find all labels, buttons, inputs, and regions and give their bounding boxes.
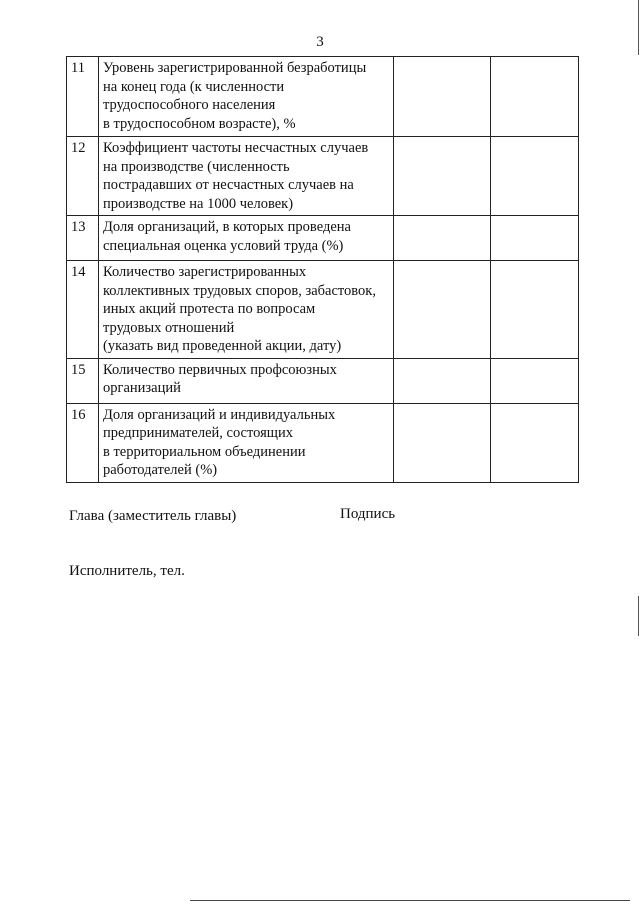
value-cell[interactable] [491, 358, 579, 403]
scan-edge-mark [638, 0, 640, 55]
label-line: производстве на 1000 человек) [103, 195, 294, 212]
row-label [99, 216, 394, 261]
row-number: 15 [67, 358, 99, 403]
label-line: работодателей (%) [103, 462, 218, 478]
label-line: организаций [103, 380, 181, 396]
value-cell[interactable] [394, 261, 491, 359]
table-row [67, 403, 579, 482]
label-line: в территориальном объединении [103, 443, 306, 460]
label-line: Доля организаций, в которых проведена [103, 219, 351, 235]
row-number: 13 [67, 216, 99, 261]
report-table [66, 56, 579, 483]
row-number: 12 [67, 137, 99, 216]
table-row [67, 137, 579, 216]
table-row [67, 216, 579, 261]
table-row [67, 57, 579, 137]
value-cell[interactable] [491, 57, 579, 137]
label-line: на производстве (численность [103, 158, 290, 175]
table-row [67, 261, 579, 359]
value-cell[interactable] [394, 137, 491, 216]
row-label [99, 358, 394, 403]
label-line: Доля организаций и индивидуальных [103, 406, 336, 423]
label-line: Количество зарегистрированных [103, 264, 307, 280]
scan-edge-mark [190, 900, 630, 902]
label-line: трудоспособного населения [103, 97, 276, 113]
value-cell[interactable] [491, 137, 579, 216]
label-line: Коэффициент частоты несчастных случаев [103, 140, 369, 156]
value-cell[interactable] [394, 403, 491, 482]
label-line: в трудоспособном возрасте), % [103, 115, 296, 132]
value-cell[interactable] [491, 403, 579, 482]
value-cell[interactable] [394, 358, 491, 403]
label-line: коллективных трудовых споров, забастовок, [103, 282, 376, 299]
label-line: (указать вид проведенной акции, дату) [103, 338, 342, 354]
signature-label: Подпись [340, 506, 396, 522]
row-label [99, 137, 394, 216]
head-label: Глава (заместитель главы) [69, 508, 237, 524]
label-line: Количество первичных профсоюзных [103, 361, 337, 378]
page-number: 3 [316, 34, 324, 50]
row-number: 16 [67, 403, 99, 482]
value-cell[interactable] [491, 261, 579, 359]
row-label [99, 403, 394, 482]
table-row [67, 358, 579, 403]
value-cell[interactable] [491, 216, 579, 261]
value-cell[interactable] [394, 216, 491, 261]
row-number: 14 [67, 261, 99, 359]
row-label [99, 261, 394, 359]
executor-label: Исполнитель, тел. [69, 563, 185, 579]
row-label [99, 57, 394, 137]
label-line: Уровень зарегистрированной безработицы [103, 60, 367, 76]
label-line: иных акций протеста по вопросам [103, 301, 316, 317]
label-line: предпринимателей, состоящих [103, 425, 293, 441]
value-cell[interactable] [394, 57, 491, 137]
label-line: трудовых отношений [103, 319, 235, 336]
scan-edge-mark [638, 596, 640, 636]
row-number: 11 [67, 57, 99, 137]
label-line: пострадавших от несчастных случаев на [103, 177, 354, 193]
label-line: специальная оценка условий труда (%) [103, 237, 344, 254]
label-line: на конец года (к численности [103, 78, 285, 95]
